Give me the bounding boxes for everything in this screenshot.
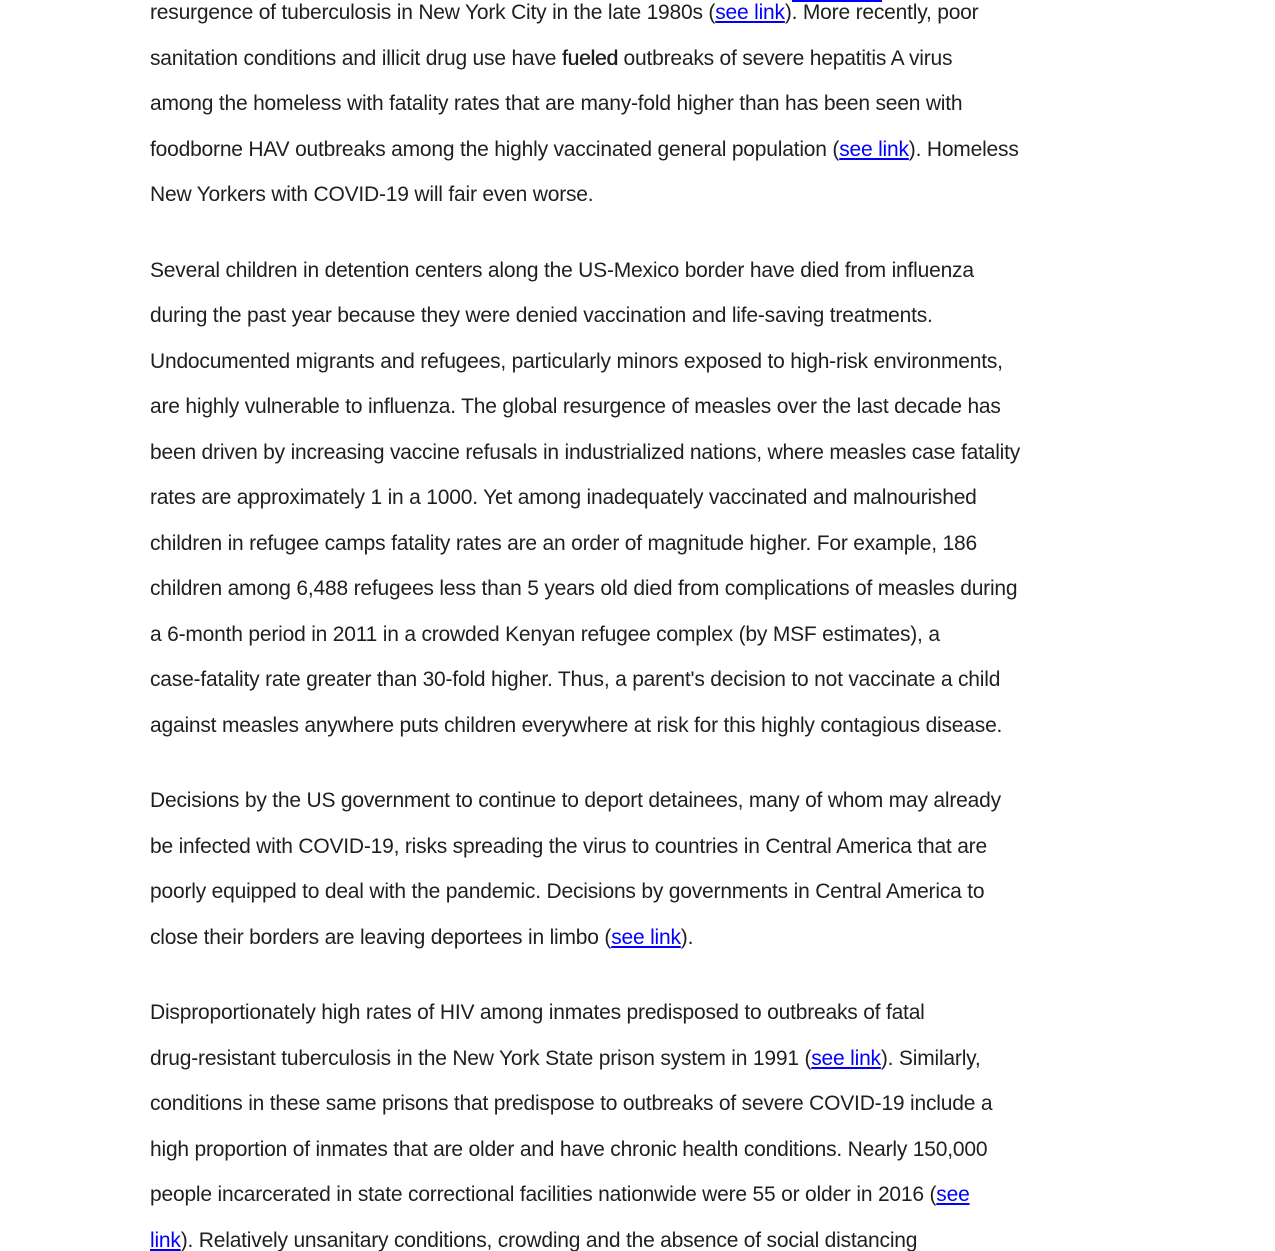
text-line: [150, 657, 1130, 703]
text-line: [150, 248, 1130, 294]
text-segment: case-fatality rate greater than 30-fold higher. Thus, a parent's decision to not vaccinate a child: [150, 668, 1001, 691]
see-link-anchor[interactable]: see link: [811, 1046, 881, 1070]
text-segment: ). Similarly,: [880, 1046, 981, 1070]
text-segment: rates are approximately 1 in a 1000. Yet among inadequately vaccinated and malnourished: [150, 486, 977, 509]
text-segment: be infected with COVID-19, risks spreading the virus to countries in Central America that are: [150, 834, 987, 858]
text-segment: a 6-month period in 2011 in a crowded Kenyan refugee complex (by MSF estimates), a: [150, 622, 940, 646]
text-line: [150, 1036, 1130, 1082]
text-segment: ). Homeless: [908, 137, 1019, 161]
see-link-anchor[interactable]: see: [936, 1183, 970, 1206]
see-link-anchor[interactable]: see link: [839, 137, 909, 161]
text-line: [150, 612, 1130, 658]
see-link-anchor[interactable]: see link: [611, 925, 681, 949]
text-segment: Several children in detention centers along the US-Mexico border have died from influenza: [150, 258, 974, 282]
text-segment: drug-resistant tuberculosis in the New York State prison system in 1991 (: [150, 1046, 812, 1070]
text-segment: been driven by increasing vaccine refusals in industrialized nations, where measles case fatality: [150, 440, 1021, 464]
see-link-anchor[interactable]: see link: [715, 1, 785, 24]
text-line: [150, 127, 1130, 173]
text-line: [150, 824, 1130, 870]
text-segment: children in refugee camps fatality rates are an order of magnitude higher. For example, 186: [150, 531, 977, 555]
text-segment: foodborne HAV outbreaks among the highly vaccinated general population (: [150, 137, 840, 161]
text-line: [150, 1081, 1130, 1127]
text-line: [150, 990, 1130, 1036]
text-line: [150, 1218, 1130, 1251]
text-segment: during the past year because they were denied vaccination and life-saving treatments.: [150, 304, 933, 327]
text-segment: ). Relatively unsanitary conditions, crowding and the absence of social distancing: [180, 1228, 918, 1251]
text-line: [150, 475, 1130, 521]
document-content: [150, 0, 1130, 1251]
text-segment: people incarcerated in state correctional facilities nationwide were 55 or older in 2016 (: [150, 1183, 937, 1206]
text-segment: against measles anywhere puts children everywhere at risk for this highly contagious disease.: [150, 713, 1003, 737]
text-segment: are highly vulnerable to influenza. The global resurgence of measles over the last decade has: [150, 395, 1001, 418]
text-line: [150, 81, 1130, 127]
text-segment: ).: [680, 925, 694, 949]
text-line: [150, 869, 1130, 915]
text-segment: resurgence of tuberculosis in New York City in the late 1980s (: [150, 1, 716, 24]
text-line: [150, 339, 1130, 385]
text-line: [150, 566, 1130, 612]
text-segment: Decisions by the US government to continue to deport detainees, many of whom may already: [150, 789, 1001, 812]
text-segment: high proportion of inmates that are older and have chronic health conditions. Nearly 150,000: [150, 1137, 988, 1161]
text-segment: Undocumented migrants and refugees, particularly minors exposed to high-risk environments,: [150, 349, 1003, 373]
paragraph: [150, 248, 1130, 749]
text-line: [150, 915, 1130, 961]
paragraph: [150, 778, 1130, 960]
see-link-anchor[interactable]: link: [150, 1228, 181, 1251]
text-segment: ). More recently, poor: [784, 1, 979, 24]
text-segment: sanitation conditions and illicit drug use have: [150, 46, 562, 70]
text-line: [150, 36, 1130, 82]
text-segment: among the homeless with fatality rates that are many-fold higher than has been seen with: [150, 92, 963, 115]
paragraph: [150, 990, 1130, 1251]
text-line: [150, 703, 1130, 749]
text-segment: outbreaks of severe hepatitis A virus: [617, 46, 953, 70]
text-line: [150, 1172, 1130, 1218]
emphasized-word: fueled: [561, 46, 618, 70]
text-line: [150, 384, 1130, 430]
text-segment: poorly equipped to deal with the pandemic. Decisions by governments in Central America to: [150, 880, 985, 903]
paragraph: [150, 0, 1130, 218]
text-segment: children among 6,488 refugees less than 5 years old died from complications of measles during: [150, 577, 1018, 600]
text-segment: conditions in these same prisons that predispose to outbreaks of severe COVID-19 include a: [150, 1092, 993, 1115]
text-line: [150, 521, 1130, 567]
text-segment: Disproportionately high rates of HIV among inmates predisposed to outbreaks of fatal: [150, 1001, 925, 1024]
text-line: [150, 293, 1130, 339]
text-line: [150, 0, 1130, 36]
text-line: [150, 172, 1130, 218]
text-line: [150, 1127, 1130, 1173]
text-line: [150, 778, 1130, 824]
text-segment: close their borders are leaving deportees in limbo (: [150, 925, 612, 949]
text-segment: New Yorkers with COVID-19 will fair even worse.: [150, 183, 594, 206]
text-line: [150, 430, 1130, 476]
